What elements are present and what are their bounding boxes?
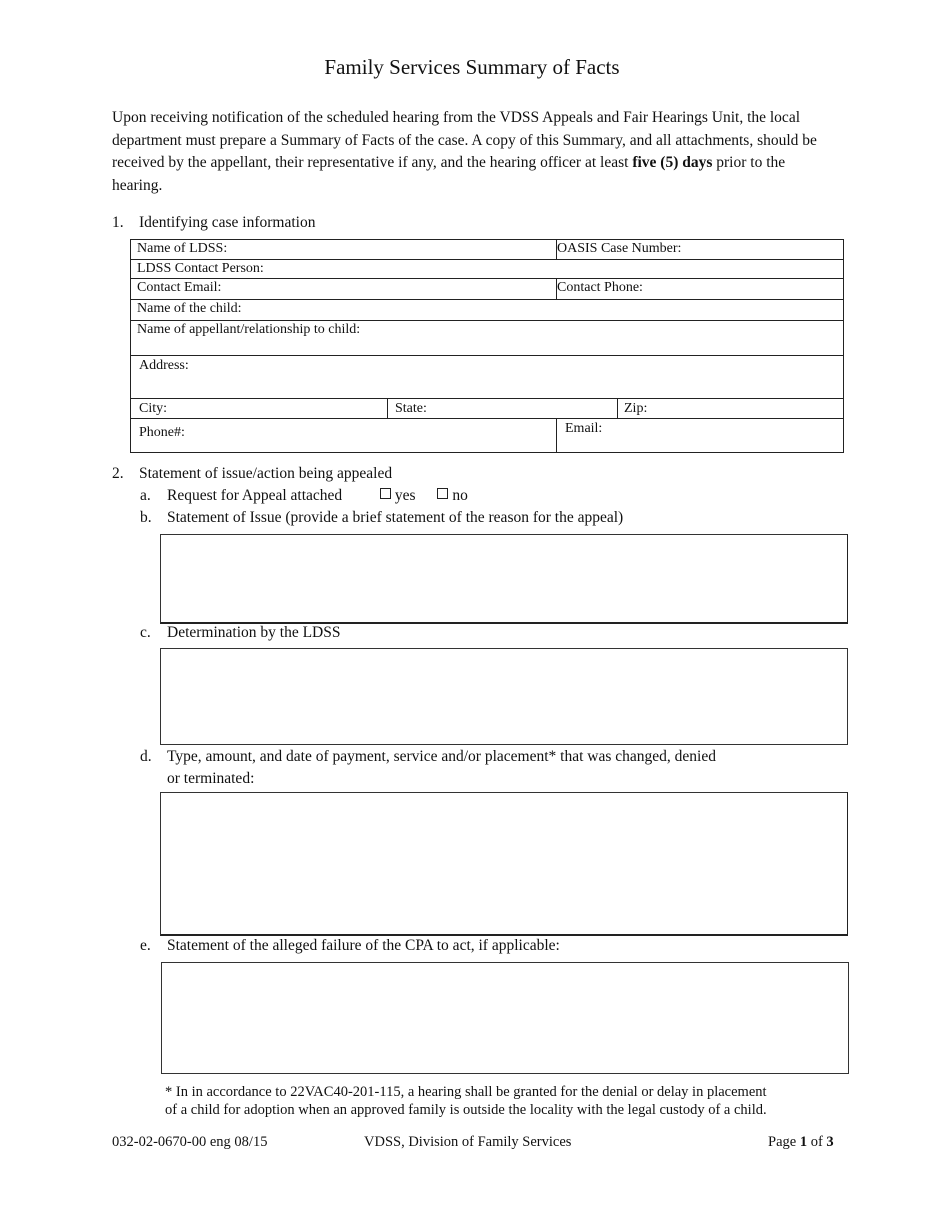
payment-service-box[interactable] [160, 792, 848, 936]
item-a-label: Request for Appeal attached [167, 487, 343, 504]
field-child-name[interactable]: Name of the child: [137, 301, 242, 316]
footnote [165, 1083, 855, 1119]
page-number [768, 1134, 834, 1151]
item-e-letter: e. [140, 937, 151, 954]
intro-text-after: prior to the hearing. [112, 154, 786, 194]
field-oasis-case-number[interactable]: OASIS Case Number: [557, 241, 682, 256]
section2-heading [112, 465, 392, 483]
field-state[interactable]: State: [395, 401, 427, 416]
footnote-line1: * In in accordance to 22VAC40-201-115, a hearing shall be granted for the denial or delay in placement [165, 1084, 767, 1100]
item-a-row [140, 487, 468, 505]
field-address[interactable]: Address: [139, 358, 189, 373]
footnote-line2: of a child for adoption when an approved family is outside the locality with the legal custody of a child. [165, 1102, 767, 1118]
statement-of-issue-box[interactable] [160, 534, 848, 624]
item-d-label-line2: or terminated: [167, 770, 255, 787]
division-name: VDSS, Division of Family Services [364, 1134, 572, 1150]
field-phone[interactable]: Phone#: [139, 425, 185, 440]
determination-box[interactable] [160, 648, 848, 745]
field-email[interactable]: Email: [565, 421, 603, 436]
item-b-row [140, 509, 623, 527]
section1-title: Identifying case information [139, 214, 316, 231]
section1-heading [112, 214, 315, 232]
item-e-row [140, 937, 560, 955]
no-checkbox-box[interactable] [437, 488, 448, 499]
field-ldss-name[interactable]: Name of LDSS: [137, 241, 228, 256]
item-d-letter: d. [140, 748, 152, 765]
page-title: Family Services Summary of Facts [324, 55, 620, 79]
item-b-label: Statement of Issue (provide a brief statement of the reason for the appeal) [167, 509, 624, 526]
field-contact-email[interactable]: Contact Email: [137, 280, 222, 295]
item-b-letter: b. [140, 509, 152, 526]
cpa-failure-box[interactable] [161, 962, 849, 1074]
item-d-label-line1: Type, amount, and date of payment, service and/or placement* that was changed, denied [167, 748, 716, 765]
section2-title: Statement of issue/action being appealed [139, 465, 393, 482]
section2-number: 2. [112, 465, 124, 482]
no-checkbox[interactable] [437, 487, 468, 504]
no-label: no [452, 487, 468, 504]
item-e-label: Statement of the alleged failure of the CPA to act, if applicable: [167, 937, 560, 954]
page-prefix: Page [768, 1134, 800, 1150]
item-c-row [140, 624, 341, 642]
yes-label: yes [394, 487, 416, 504]
field-city[interactable]: City: [139, 401, 168, 416]
intro-text-before: Upon receiving notification of the scheduled hearing from the VDSS Appeals and Fair Hearings Unit, the local department must prepare a Summary of Facts of the case. A copy of this Summary, and all attachments, should be received by the appellant, their representative if any, and the hearing officer at least [112, 109, 817, 172]
field-zip[interactable]: Zip: [624, 401, 648, 416]
yes-checkbox-box[interactable] [380, 488, 391, 499]
case-info-table [130, 239, 844, 453]
item-d-row [140, 746, 716, 790]
field-appellant-relationship[interactable]: Name of appellant/relationship to child: [137, 322, 361, 337]
form-code: 032-02-0670-00 eng 08/15 [112, 1134, 268, 1150]
field-contact-phone[interactable]: Contact Phone: [557, 280, 643, 295]
intro-bold-deadline: five (5) days [632, 154, 713, 172]
page-current: 1 [799, 1134, 808, 1150]
item-a-letter: a. [140, 487, 151, 504]
page-of: of [807, 1134, 827, 1150]
item-c-letter: c. [140, 624, 151, 641]
intro-paragraph [112, 107, 832, 197]
section1-number: 1. [112, 214, 124, 231]
field-ldss-contact-person[interactable]: LDSS Contact Person: [137, 261, 264, 276]
yes-checkbox[interactable] [380, 487, 416, 504]
page-total: 3 [826, 1134, 834, 1150]
item-c-label: Determination by the LDSS [167, 624, 341, 641]
